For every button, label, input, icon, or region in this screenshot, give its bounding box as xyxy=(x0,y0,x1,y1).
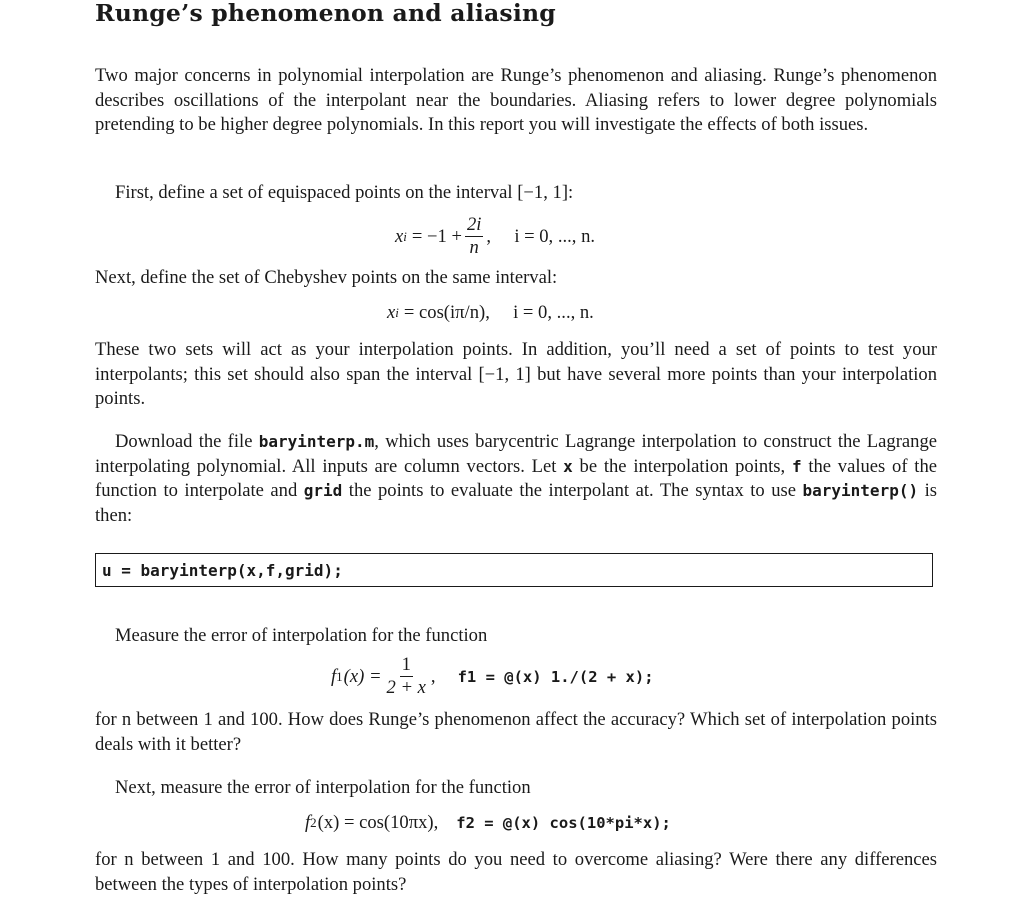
f1-comma: , xyxy=(430,665,436,687)
var-grid: grid xyxy=(303,481,343,500)
f1-fraction xyxy=(385,654,428,699)
f2-code: f2 = @(x) cos(10*pi*x); xyxy=(456,814,671,832)
f2-equation xyxy=(305,812,671,834)
f1-lead: Measure the error of interpolation for the function xyxy=(115,625,488,646)
eq1-lhs: x xyxy=(395,225,404,247)
equispaced-lead: First, define a set of equispaced points on the interval [−1, 1]: xyxy=(115,182,574,203)
eq1-range: , i = 0, ..., n. xyxy=(486,225,596,247)
eq1-fraction xyxy=(465,214,483,259)
download-text-5: the points to evaluate the interpolant at. The syntax to use xyxy=(342,480,803,501)
f1-numerator: 1 xyxy=(401,654,411,675)
var-x: x xyxy=(563,456,573,476)
eq1-numerator: 2i xyxy=(466,214,482,235)
eq2-sub: i xyxy=(395,305,399,320)
f2-lead: Next, measure the error of interpolation for the function xyxy=(115,777,531,798)
f1-arg: (x) = xyxy=(343,665,382,687)
f1-code: f1 = @(x) 1./(2 + x); xyxy=(457,667,654,686)
eq2-lhs: x xyxy=(387,302,396,323)
equispaced-equation xyxy=(395,214,595,259)
f1-denominator: 2 + x xyxy=(386,677,426,698)
chebyshev-equation xyxy=(387,302,594,324)
f1-equation xyxy=(331,654,654,699)
fn-baryinterp: baryinterp() xyxy=(802,481,919,500)
f2-lhs: f xyxy=(305,812,311,833)
download-paragraph xyxy=(95,430,937,528)
intro-paragraph: Two major concerns in polynomial interpolation are Runge’s phenomenon and aliasing. Runge’s phenomenon describes oscillations of the interpolant near the boundaries. Aliasing refers to lower degree polynomials pretending to be higher degree polynomials. In this report you will investigate the effects of both issues. xyxy=(95,65,937,135)
eq1-rhs: = −1 + xyxy=(411,225,462,247)
download-text-4: the values of the function to interpolate and xyxy=(95,455,938,501)
download-text-3: be the interpolation points, xyxy=(572,455,792,477)
var-f: f xyxy=(791,456,802,476)
page-title: Runge’s phenomenon and aliasing xyxy=(95,0,556,27)
download-text-6: is then: xyxy=(95,480,937,526)
file-name-baryinterp: baryinterp.m xyxy=(258,432,375,451)
eq1-denominator: n xyxy=(469,237,479,258)
test-points-paragraph: These two sets will act as your interpolation points. In addition, you’ll need a set of points to test your interpolants; this set should also span the interval [−1, 1] but have several more points than your interpolation points. xyxy=(95,339,937,409)
f1-question: for n between 1 and 100. How does Runge’s phenomenon affect the accuracy? Which set of interpolation points deals with it better? xyxy=(95,709,937,755)
eq2-rhs: = cos(iπ/n), i = 0, ..., n. xyxy=(403,302,594,323)
download-text-1: Download the file xyxy=(115,431,259,452)
f2-sub: 2 xyxy=(310,815,317,830)
f1-lhs: f xyxy=(331,665,337,687)
chebyshev-lead: Next, define the set of Chebyshev points on the same interval: xyxy=(95,267,558,288)
code-block: u = baryinterp(x,f,grid); xyxy=(95,553,933,587)
f2-question: for n between 1 and 100. How many points do you need to overcome aliasing? Were there any differences between the types of interpolation points? xyxy=(95,849,937,895)
f2-rhs: (x) = cos(10πx), xyxy=(317,812,439,833)
f1-sub: 1 xyxy=(336,668,343,684)
eq1-sub: i xyxy=(403,228,407,244)
download-text-2: , which uses barycentric Lagrange interpolation to construct the Lagrange interpolating polynomial. All inputs are column vectors. Let xyxy=(95,431,937,477)
